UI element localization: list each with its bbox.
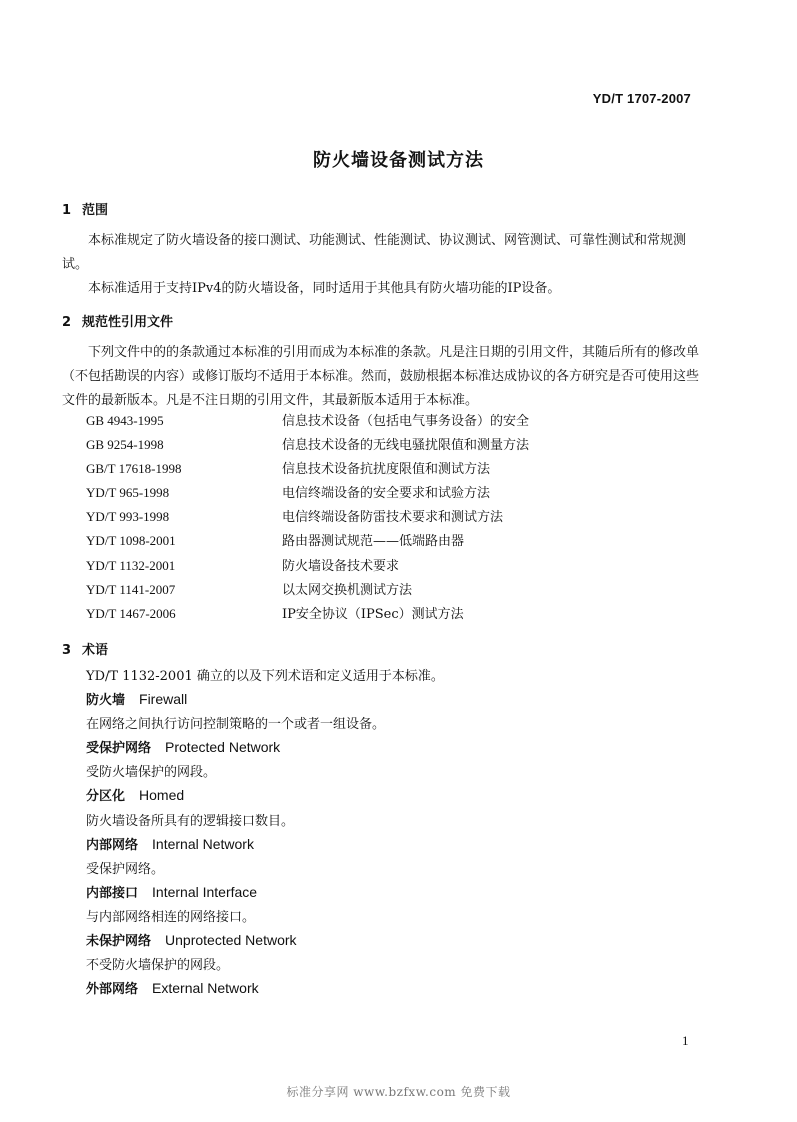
term-english: Internal Network — [152, 835, 254, 852]
section-3-heading — [62, 639, 108, 658]
standard-code: YD/T 1707-2007 — [592, 91, 691, 106]
term-definition: 防火墙设备所具有的逻辑接口数目。 — [86, 813, 295, 829]
term-chinese: 未保护网络 — [86, 934, 152, 950]
term-english: Unprotected Network — [165, 932, 297, 949]
section-title: 规范性引用文件 — [82, 315, 174, 330]
reference-code: YD/T 1141-2007 — [86, 581, 176, 597]
term-chinese: 受保护网络 — [86, 741, 152, 757]
reference-code: GB 4943-1995 — [86, 413, 164, 428]
section-number: 1 — [62, 203, 72, 218]
reference-item — [86, 434, 706, 458]
section-number: 2 — [62, 315, 72, 330]
term-definition: 不受防火墙保护的网段。 — [86, 958, 230, 974]
reference-title: 信息技术设备抗扰度限值和测试方法 — [282, 462, 491, 478]
term-english: Internal Interface — [152, 883, 258, 900]
reference-item — [86, 410, 706, 434]
terms-intro: YD/T 1132-2001 确立的以及下列术语和定义适用于本标准。 — [86, 669, 444, 684]
term-chinese: 外部网络 — [86, 982, 139, 998]
terms-list — [86, 665, 706, 1002]
document-title: 防火墙设备测试方法 — [313, 150, 484, 171]
term-chinese: 防火墙 — [86, 693, 126, 709]
reference-code: YD/T 1467-2006 — [86, 605, 176, 621]
reference-title: 电信终端设备的安全要求和试验方法 — [282, 486, 491, 502]
term-english: Homed — [139, 787, 185, 804]
section-number: 3 — [62, 643, 72, 658]
term-heading — [86, 834, 706, 858]
section-2-heading — [62, 311, 173, 330]
term-heading — [86, 930, 706, 954]
term-heading — [86, 882, 706, 906]
reference-title: 信息技术设备（包括电气事务设备）的安全 — [282, 414, 530, 429]
reference-item — [86, 506, 706, 530]
term-heading — [86, 689, 706, 713]
reference-code: YD/T 993-1998 — [86, 509, 170, 525]
reference-title: 防火墙设备技术要求 — [282, 558, 400, 574]
term-heading — [86, 737, 706, 761]
reference-item — [86, 482, 706, 506]
reference-item — [86, 579, 706, 603]
reference-item — [86, 603, 706, 627]
reference-list — [86, 410, 706, 627]
reference-title: 电信终端设备防雷技术要求和测试方法 — [282, 510, 504, 526]
reference-code: GB 9254-1998 — [86, 437, 164, 453]
reference-title: 路由器测试规范——低端路由器 — [282, 534, 465, 550]
section-1-heading — [62, 199, 108, 218]
footer-watermark: 标准分享网 www.bzfxw.com 免费下载 — [286, 1085, 511, 1099]
term-heading — [86, 785, 706, 809]
term-chinese: 内部网络 — [86, 837, 139, 853]
term-definition: 受保护网络。 — [86, 861, 165, 877]
reference-item — [86, 530, 706, 554]
section-title: 范围 — [82, 203, 109, 218]
scope-paragraph-1: 本标准规定了防火墙设备的接口测试、功能测试、性能测试、协议测试、网管测试、可靠性测试和常规测试。 — [62, 233, 687, 272]
reference-code: YD/T 965-1998 — [86, 485, 170, 501]
page-number: 1 — [682, 1033, 689, 1048]
term-heading — [86, 978, 706, 1002]
references-intro: 下列文件中的的条款通过本标准的引用而成为本标准的条款。凡是注日期的引用文件，其随后所有的修改单（不包括勘误的内容）或修订版均不适用于本标准。然而，鼓励根据本标准达成协议的各方研究是否可使用这些文件的最新版本。凡是不注日期的引用文件，其最新版本适用于本标准。 — [62, 345, 700, 408]
reference-title: IP安全协议（IPSec）测试方法 — [282, 606, 464, 622]
reference-title: 以太网交换机测试方法 — [282, 582, 413, 598]
reference-code: GB/T 17618-1998 — [86, 461, 182, 477]
term-definition: 与内部网络相连的网络接口。 — [86, 909, 256, 925]
reference-code: YD/T 1132-2001 — [86, 557, 176, 573]
term-definition: 在网络之间执行访问控制策略的一个或者一组设备。 — [86, 717, 386, 733]
term-english: Protected Network — [165, 739, 281, 756]
reference-title: 信息技术设备的无线电骚扰限值和测量方法 — [282, 438, 530, 454]
reference-item — [86, 458, 706, 482]
term-english: Firewall — [139, 691, 188, 708]
term-english: External Network — [152, 980, 259, 997]
section-title: 术语 — [82, 643, 109, 658]
term-chinese: 分区化 — [86, 789, 126, 805]
reference-item — [86, 555, 706, 579]
reference-code: YD/T 1098-2001 — [86, 533, 176, 549]
term-chinese: 内部接口 — [86, 885, 139, 901]
scope-paragraph-2: 本标准适用于支持IPv4的防火墙设备，同时适用于其他具有防火墙功能的IP设备。 — [88, 281, 561, 296]
term-definition: 受防火墙保护的网段。 — [86, 765, 217, 781]
